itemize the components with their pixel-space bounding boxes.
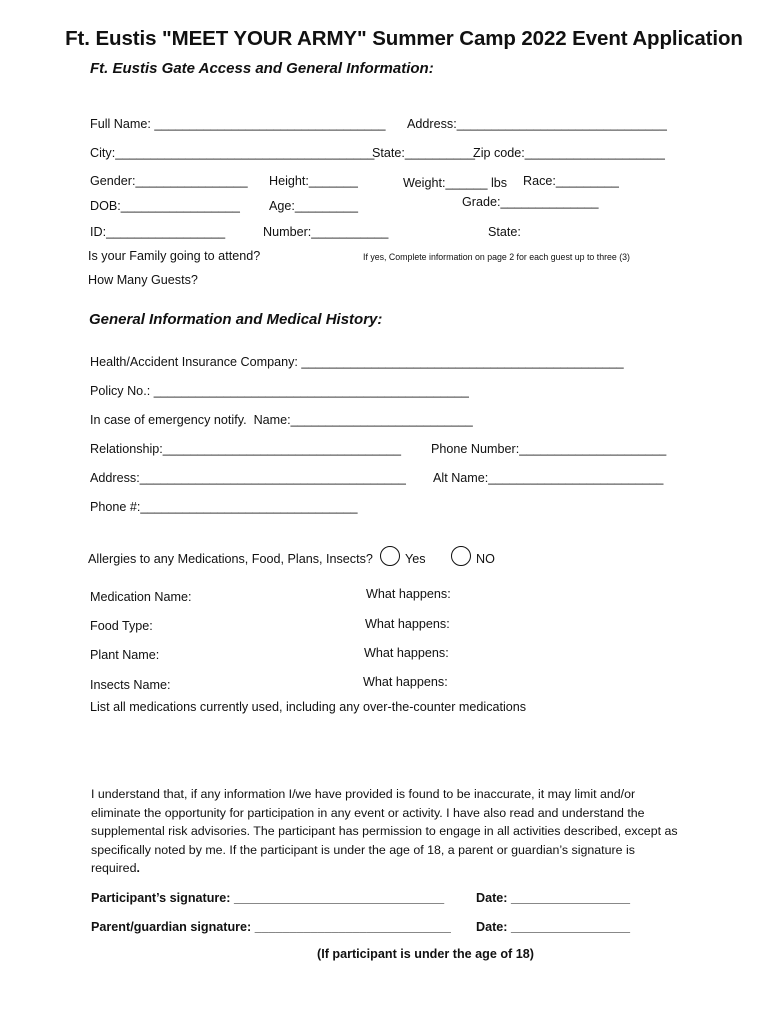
age-field[interactable]: Age:_________	[269, 199, 358, 213]
participant-signature-field[interactable]: Participant’s signature: ______________________________	[91, 891, 445, 905]
number-field[interactable]: Number:___________	[263, 225, 389, 239]
page-title: Ft. Eustis "MEET YOUR ARMY" Summer Camp 2022 Event Application	[65, 27, 743, 50]
emergency-address-field[interactable]: Address:______________________________________	[90, 471, 406, 485]
relationship-field[interactable]: Relationship:__________________________________	[90, 442, 401, 456]
insurance-company-field[interactable]: Health/Accident Insurance Company: ______________________________________________	[90, 355, 624, 369]
family-attend-note: If yes, Complete information on page 2 for each guest up to three (3)	[363, 252, 630, 262]
food-type-field[interactable]: Food Type:	[90, 619, 153, 633]
allergies-yes-label: Yes	[405, 552, 426, 566]
allergies-yes-radio[interactable]	[380, 546, 400, 566]
gender-field[interactable]: Gender:________________	[90, 174, 248, 188]
address-field[interactable]: Address:______________________________	[407, 117, 667, 131]
grade-field[interactable]: Grade:______________	[462, 195, 599, 209]
height-field[interactable]: Height:_______	[269, 174, 358, 188]
food-reaction-field[interactable]: What happens:	[365, 617, 450, 631]
race-field[interactable]: Race:_________	[523, 174, 619, 188]
medications-list-field[interactable]: List all medications currently used, including any over-the-counter medications	[90, 700, 527, 714]
participant-date-field[interactable]: Date: _________________	[476, 891, 631, 905]
medication-name-field[interactable]: Medication Name:	[90, 590, 192, 604]
insects-name-field[interactable]: Insects Name:	[90, 678, 171, 692]
policy-number-field[interactable]: Policy No.: _____________________________________________	[90, 384, 469, 398]
parent-date-field[interactable]: Date: _________________	[476, 920, 631, 934]
agreement-paragraph	[91, 785, 681, 878]
weight-field[interactable]: Weight:______ lbs	[403, 176, 508, 190]
alt-name-field[interactable]: Alt Name:_________________________	[433, 471, 664, 485]
agreement-period: .	[136, 861, 140, 876]
plant-reaction-field[interactable]: What happens:	[364, 646, 449, 660]
emergency-contact-name-field[interactable]: In case of emergency notify. Name:__________________________	[90, 413, 473, 427]
insects-reaction-field[interactable]: What happens:	[363, 675, 448, 689]
state-field[interactable]: State:__________	[372, 146, 475, 160]
id-state-field[interactable]: State:	[488, 225, 521, 239]
full-name-field[interactable]: Full Name: _________________________________	[90, 117, 386, 131]
plant-name-field[interactable]: Plant Name:	[90, 648, 160, 662]
parent-signature-field[interactable]: Parent/guardian signature: ____________________________	[91, 920, 451, 934]
age-note: (If participant is under the age of 18)	[317, 947, 534, 961]
id-field[interactable]: ID:_________________	[90, 225, 226, 239]
allergies-no-label: NO	[476, 552, 495, 566]
family-attend-question: Is your Family going to attend?	[88, 249, 261, 263]
alt-phone-field[interactable]: Phone #:_______________________________	[90, 500, 358, 514]
how-many-guests-field[interactable]: How Many Guests?	[88, 273, 198, 287]
city-field[interactable]: City:_____________________________________	[90, 146, 375, 160]
allergies-question: Allergies to any Medications, Food, Plans, Insects?	[88, 552, 373, 566]
gate-section-heading: Ft. Eustis Gate Access and General Information:	[90, 60, 434, 77]
medical-section-heading: General Information and Medical History:	[89, 311, 383, 328]
agreement-text: I understand that, if any information I/we have provided is found to be inaccurate, it may limit and/or eliminate the opportunity for participation in any event or activity. I have also read and understand the supplemental risk advisories. The participant has permission to engage in all activities described, except as specifically noted by me. If the participant is under the age of 18, a parent or guardian’s signature is required	[91, 787, 678, 876]
dob-field[interactable]: DOB:_________________	[90, 199, 240, 213]
medication-reaction-field[interactable]: What happens:	[366, 587, 451, 601]
zip-code-field[interactable]: Zip code:____________________	[473, 146, 665, 160]
emergency-phone-field[interactable]: Phone Number:_____________________	[431, 442, 667, 456]
allergies-no-radio[interactable]	[451, 546, 471, 566]
